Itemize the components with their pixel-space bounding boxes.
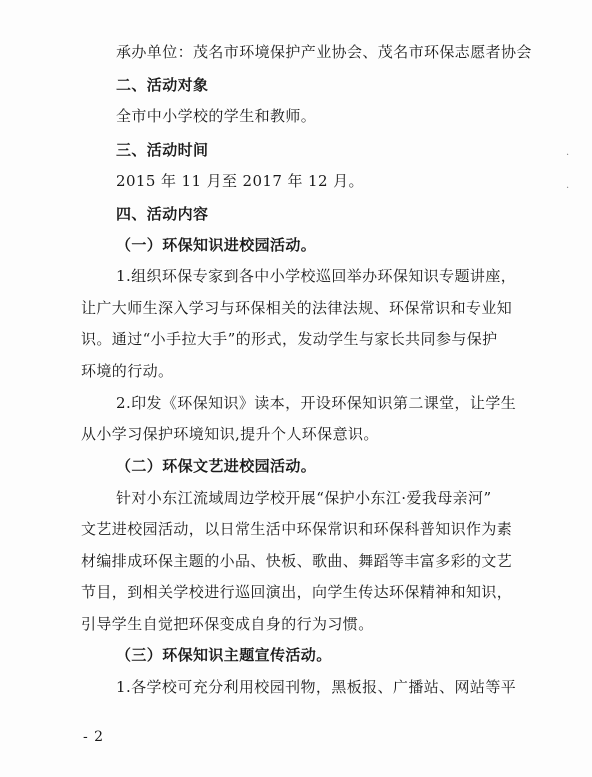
scan-speck-mark: · xyxy=(566,150,570,161)
scan-speck-mark: · xyxy=(566,183,570,194)
paragraph-line: 针对小东江流域周边学校开展“保护小东江·爱我母亲河” xyxy=(116,489,492,507)
organizer-line: 承办单位：茂名市环境保护产业协会、茂名市环保志愿者协会 xyxy=(116,43,532,61)
subsection-heading-1: （一）环保知识进校园活动。 xyxy=(116,236,317,254)
paragraph-line: 环境的行动。 xyxy=(81,362,174,380)
paragraph-line: 引导学生自觉把环保变成自身的行为习惯。 xyxy=(81,615,374,633)
section-heading-audience: 二、活动对象 xyxy=(116,76,209,94)
subsection-heading-2: （二）环保文艺进校园活动。 xyxy=(116,457,317,475)
paragraph-line: 2.印发《环保知识》读本，开设环保知识第二课堂，让学生 xyxy=(116,394,517,412)
page-number: - 2 xyxy=(83,729,105,745)
time-text: 2015 年 11 月至 2017 年 12 月。 xyxy=(116,172,364,190)
paragraph-line: 1.各学校可充分利用校园刊物，黑板报、广播站、网站等平 xyxy=(116,678,517,696)
paragraph-line: 节目，到相关学校进行巡回演出，向学生传达环保精神和知识， xyxy=(81,583,513,601)
section-heading-time: 三、活动时间 xyxy=(116,141,209,159)
section-heading-content: 四、活动内容 xyxy=(116,205,209,223)
paragraph-line: 识。通过“小手拉大手”的形式，发动学生与家长共同参与保护 xyxy=(81,330,498,348)
paragraph-line: 文艺进校园活动，以日常生活中环保常识和环保科普知识作为素 xyxy=(81,520,513,538)
paragraph-line: 材编排成环保主题的小品、快板、歌曲、舞蹈等丰富多彩的文艺 xyxy=(81,552,513,570)
paragraph-line: 从小学习保护环境知识,提升个人环保意识。 xyxy=(81,425,379,443)
paragraph-line: 1.组织环保专家到各中小学校巡回举办环保知识专题讲座， xyxy=(116,267,517,285)
paragraph-line: 让广大师生深入学习与环保相关的法律法规、环保常识和专业知 xyxy=(81,299,513,317)
subsection-heading-3: （三）环保知识主题宣传活动。 xyxy=(116,646,332,664)
audience-text: 全市中小学校的学生和教师。 xyxy=(116,107,317,125)
